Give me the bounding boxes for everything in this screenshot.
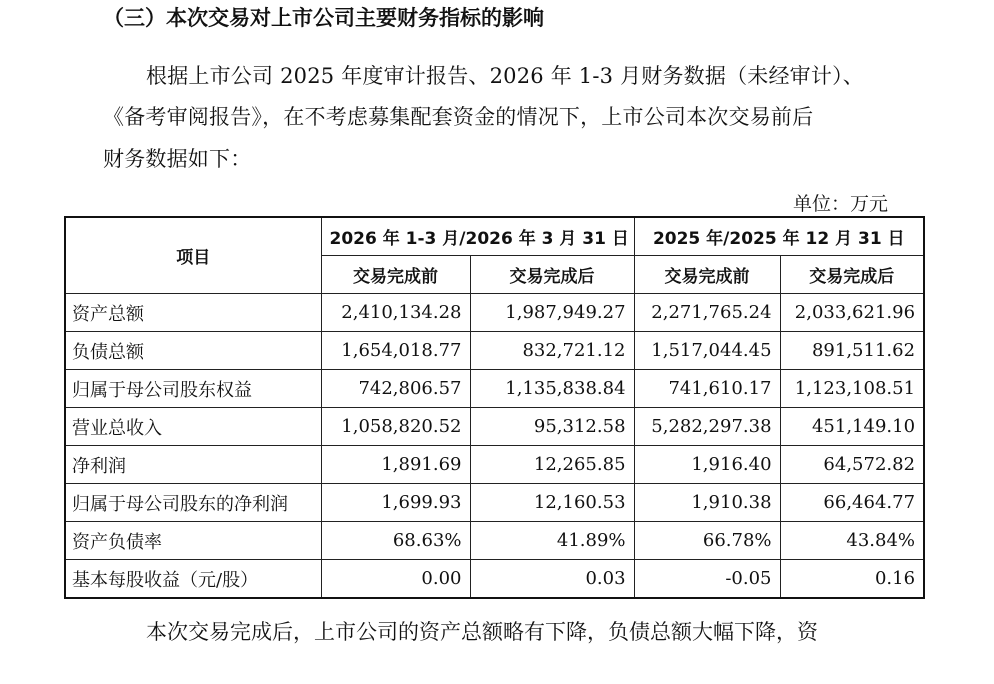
header-period-2026: 2026 年 1-3 月/2026 年 3 月 31 日: [321, 217, 634, 256]
cell-value: 2,410,134.28: [321, 294, 470, 332]
row-label: 营业总收入: [65, 408, 321, 446]
row-label: 归属于母公司股东权益: [65, 370, 321, 408]
header-item: 项目: [65, 217, 321, 294]
cell-value: 1,987,949.27: [470, 294, 634, 332]
table-row: [65, 484, 924, 522]
table-header-row-1: [65, 217, 924, 256]
table-row: [65, 370, 924, 408]
cell-value: 1,916.40: [634, 446, 780, 484]
cell-value: 1,910.38: [634, 484, 780, 522]
footer-paragraph: 本次交易完成后，上市公司的资产总额略有下降，负债总额大幅下降，资: [146, 620, 818, 644]
cell-value: 43.84%: [780, 522, 924, 560]
cell-value: 1,123,108.51: [780, 370, 924, 408]
row-label: 净利润: [65, 446, 321, 484]
row-label: 资产总额: [65, 294, 321, 332]
cell-value: 2,271,765.24: [634, 294, 780, 332]
table-row: [65, 522, 924, 560]
unit-label: 单位：万元: [792, 193, 888, 215]
cell-value: 1,891.69: [321, 446, 470, 484]
cell-value: 66,464.77: [780, 484, 924, 522]
cell-value: 1,654,018.77: [321, 332, 470, 370]
cell-value: 68.63%: [321, 522, 470, 560]
cell-value: 832,721.12: [470, 332, 634, 370]
intro-line-1: 根据上市公司 2025 年度审计报告、2026 年 1-3 月财务数据（未经审计）、: [146, 64, 864, 88]
cell-value: 41.89%: [470, 522, 634, 560]
row-label: 归属于母公司股东的净利润: [65, 484, 321, 522]
cell-value: 12,265.85: [470, 446, 634, 484]
header-2026-before: 交易完成前: [321, 256, 470, 294]
header-2026-after: 交易完成后: [470, 256, 634, 294]
intro-line-3: 财务数据如下：: [103, 147, 252, 171]
cell-value: 66.78%: [634, 522, 780, 560]
header-2025-before: 交易完成前: [634, 256, 780, 294]
cell-value: 1,517,044.45: [634, 332, 780, 370]
cell-value: 1,699.93: [321, 484, 470, 522]
cell-value: 891,511.62: [780, 332, 924, 370]
cell-value: 2,033,621.96: [780, 294, 924, 332]
cell-value: 12,160.53: [470, 484, 634, 522]
table-row: [65, 294, 924, 332]
section-heading: （三）本次交易对上市公司主要财务指标的影响: [103, 6, 544, 30]
table-row: [65, 408, 924, 446]
row-label: 基本每股收益（元/股）: [65, 560, 321, 599]
intro-line-2: 《备考审阅报告》，在不考虑募集配套资金的情况下，上市公司本次交易前后: [103, 105, 814, 129]
cell-value: 451,149.10: [780, 408, 924, 446]
row-label: 负债总额: [65, 332, 321, 370]
cell-value: 741,610.17: [634, 370, 780, 408]
cell-value: 5,282,297.38: [634, 408, 780, 446]
cell-value: 1,058,820.52: [321, 408, 470, 446]
cell-value: 742,806.57: [321, 370, 470, 408]
header-period-2025: 2025 年/2025 年 12 月 31 日: [634, 217, 924, 256]
cell-value: 0.03: [470, 560, 634, 599]
financial-table: [64, 216, 925, 599]
table-row: [65, 332, 924, 370]
cell-value: 95,312.58: [470, 408, 634, 446]
cell-value: 0.16: [780, 560, 924, 599]
cell-value: 0.00: [321, 560, 470, 599]
cell-value: 64,572.82: [780, 446, 924, 484]
header-2025-after: 交易完成后: [780, 256, 924, 294]
table-row: [65, 560, 924, 599]
cell-value: -0.05: [634, 560, 780, 599]
cell-value: 1,135,838.84: [470, 370, 634, 408]
row-label: 资产负债率: [65, 522, 321, 560]
table-row: [65, 446, 924, 484]
